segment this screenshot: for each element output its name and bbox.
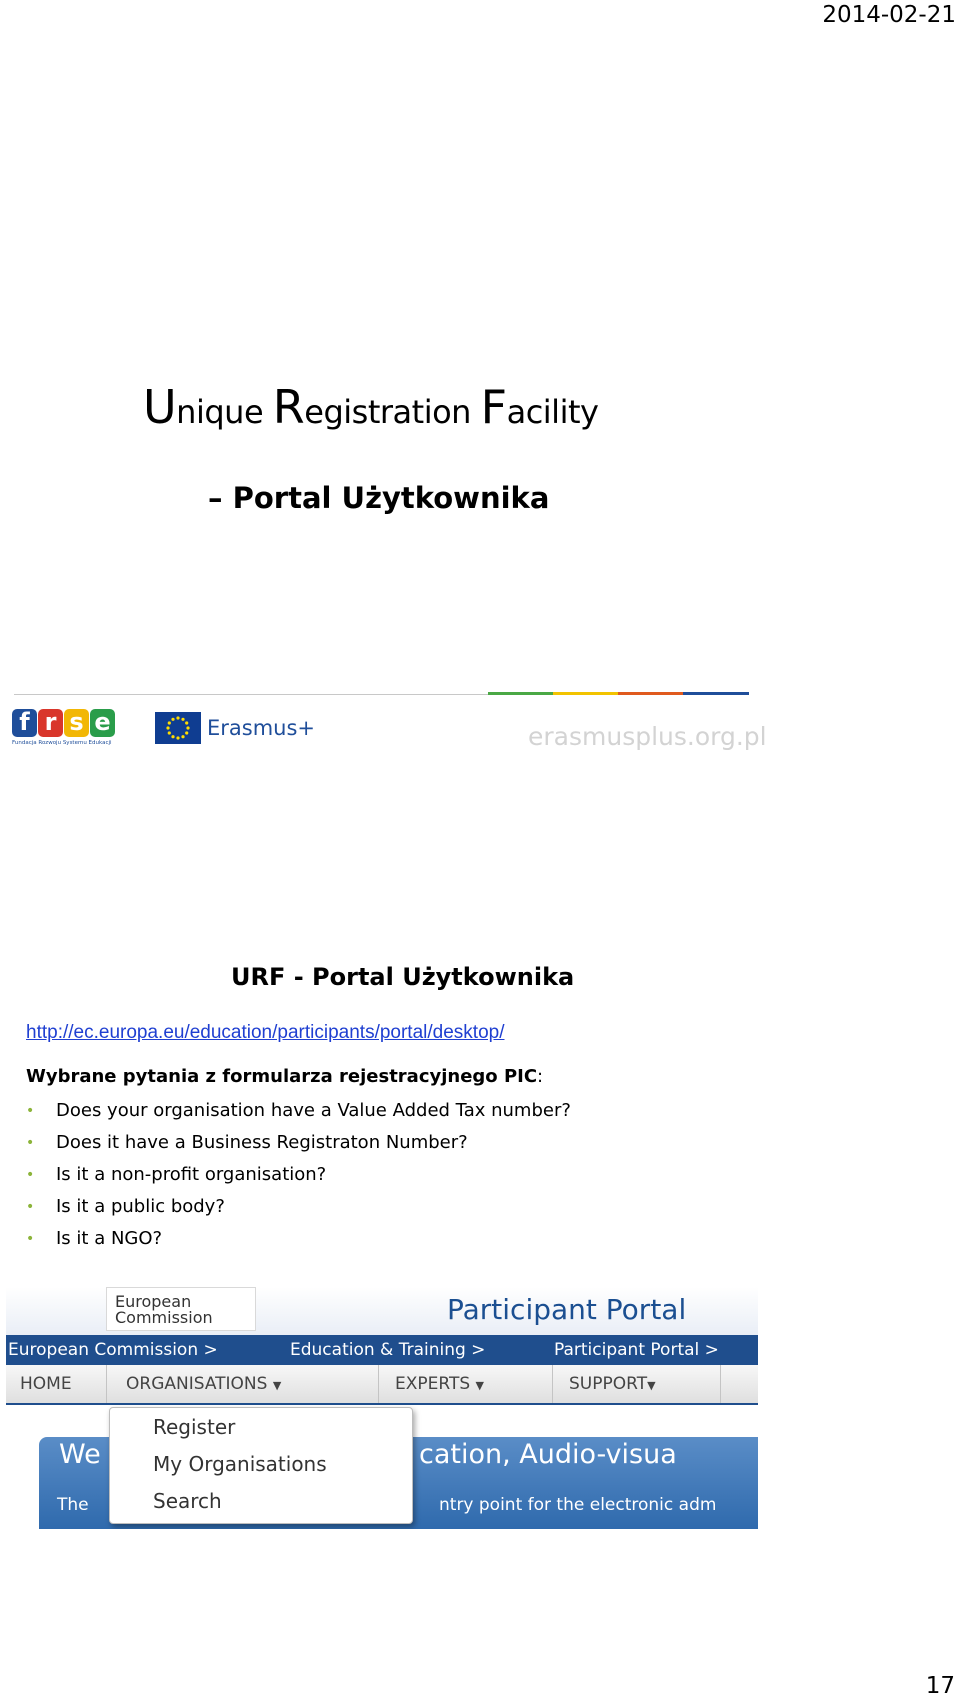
frse-letter-r: r bbox=[38, 709, 63, 737]
breadcrumb-item[interactable]: Education & Training > bbox=[290, 1340, 486, 1360]
bullet-icon: • bbox=[26, 1199, 35, 1215]
banner-text-start: The bbox=[57, 1495, 89, 1515]
list-item-text: Is it a NGO? bbox=[56, 1228, 163, 1249]
banner-heading: cation, Audio-visua bbox=[419, 1439, 677, 1470]
intro-text bbox=[26, 1066, 543, 1087]
list-item-text: Is it a non-profit organisation? bbox=[56, 1164, 327, 1185]
nav-organisations[interactable] bbox=[126, 1365, 281, 1403]
list-item-text: Does your organisation have a Value Added Tax number? bbox=[56, 1100, 571, 1121]
nav-support[interactable] bbox=[569, 1365, 656, 1403]
frse-logo bbox=[12, 709, 120, 749]
accent-bar-green bbox=[488, 692, 553, 695]
page-number: 17 bbox=[925, 1673, 955, 1699]
list-item-text: Does it have a Business Registraton Number? bbox=[56, 1132, 468, 1153]
accent-bar-orange bbox=[618, 692, 683, 695]
bullet-icon: • bbox=[26, 1135, 35, 1151]
nav-experts-label: EXPERTS bbox=[395, 1374, 471, 1394]
ec-logo-line1: European bbox=[115, 1292, 192, 1311]
nav-support-label: SUPPORT bbox=[569, 1374, 648, 1394]
nav-divider bbox=[378, 1365, 379, 1403]
website-label: erasmusplus.org.pl bbox=[528, 722, 767, 751]
list-item bbox=[26, 1095, 571, 1127]
menu-item-search[interactable]: Search bbox=[153, 1489, 222, 1513]
list-item bbox=[26, 1223, 571, 1255]
ec-logo-line2: Commission bbox=[115, 1308, 213, 1327]
accent-bar-blue bbox=[683, 692, 749, 695]
portal-url-link[interactable]: http://ec.europa.eu/education/participants/portal/desktop/ bbox=[26, 1022, 505, 1043]
breadcrumb-item[interactable]: European Commission > bbox=[8, 1340, 218, 1360]
list-item bbox=[26, 1191, 571, 1223]
title-word-facility: acility bbox=[506, 393, 599, 431]
nav-divider bbox=[552, 1365, 553, 1403]
title-initial-f: F bbox=[480, 380, 507, 434]
menu-item-my-organisations[interactable]: My Organisations bbox=[153, 1452, 327, 1476]
ec-logo bbox=[106, 1287, 256, 1331]
slide1-title bbox=[143, 380, 598, 434]
nav-divider bbox=[720, 1365, 721, 1403]
title-word-registration: egistration bbox=[304, 393, 481, 431]
title-initial-u: U bbox=[143, 380, 177, 434]
banner-text: ntry point for the electronic adm bbox=[439, 1495, 717, 1515]
intro-colon: : bbox=[537, 1066, 544, 1087]
nav-organisations-label: ORGANISATIONS bbox=[126, 1374, 268, 1394]
portal-header bbox=[6, 1287, 758, 1335]
bullet-icon: • bbox=[26, 1167, 35, 1183]
intro-bold: Wybrane pytania z formularza rejestracyjnego PIC bbox=[26, 1066, 538, 1087]
question-list bbox=[26, 1095, 571, 1255]
breadcrumb bbox=[6, 1335, 758, 1365]
chevron-down-icon: ▼ bbox=[647, 1379, 656, 1392]
bullet-icon: • bbox=[26, 1231, 35, 1247]
eu-flag-icon bbox=[155, 712, 201, 744]
erasmus-label: Erasmus+ bbox=[207, 716, 316, 740]
title-word-unique: nique bbox=[176, 393, 273, 431]
nav-divider bbox=[106, 1365, 107, 1403]
slide1-subtitle: – Portal Użytkownika bbox=[208, 481, 550, 515]
chevron-down-icon: ▼ bbox=[272, 1379, 282, 1392]
frse-letter-e: e bbox=[90, 709, 115, 737]
portal-screenshot bbox=[6, 1287, 758, 1529]
chevron-down-icon: ▼ bbox=[475, 1379, 485, 1392]
list-item bbox=[26, 1159, 571, 1191]
title-initial-r: R bbox=[272, 380, 305, 434]
portal-title: Participant Portal bbox=[447, 1293, 687, 1326]
menu-item-register[interactable]: Register bbox=[153, 1415, 236, 1439]
frse-letter-s: s bbox=[64, 709, 89, 737]
erasmus-logo bbox=[155, 711, 315, 745]
nav-experts[interactable] bbox=[395, 1365, 484, 1403]
organisations-dropdown bbox=[109, 1407, 413, 1524]
portal-nav bbox=[6, 1365, 758, 1405]
frse-subtitle: Fundacja Rozwoju Systemu Edukacji bbox=[12, 740, 112, 746]
slide2-title: URF - Portal Użytkownika bbox=[231, 963, 575, 991]
accent-bar-yellow bbox=[553, 692, 618, 695]
list-item-text: Is it a public body? bbox=[56, 1196, 225, 1217]
bullet-icon: • bbox=[26, 1103, 35, 1119]
list-item bbox=[26, 1127, 571, 1159]
nav-home[interactable]: HOME bbox=[20, 1374, 72, 1394]
frse-letter-f: f bbox=[12, 709, 37, 737]
slide-date: 2014-02-21 bbox=[822, 2, 956, 28]
breadcrumb-item[interactable]: Participant Portal > bbox=[554, 1340, 719, 1360]
banner-heading-start: We bbox=[59, 1439, 101, 1470]
